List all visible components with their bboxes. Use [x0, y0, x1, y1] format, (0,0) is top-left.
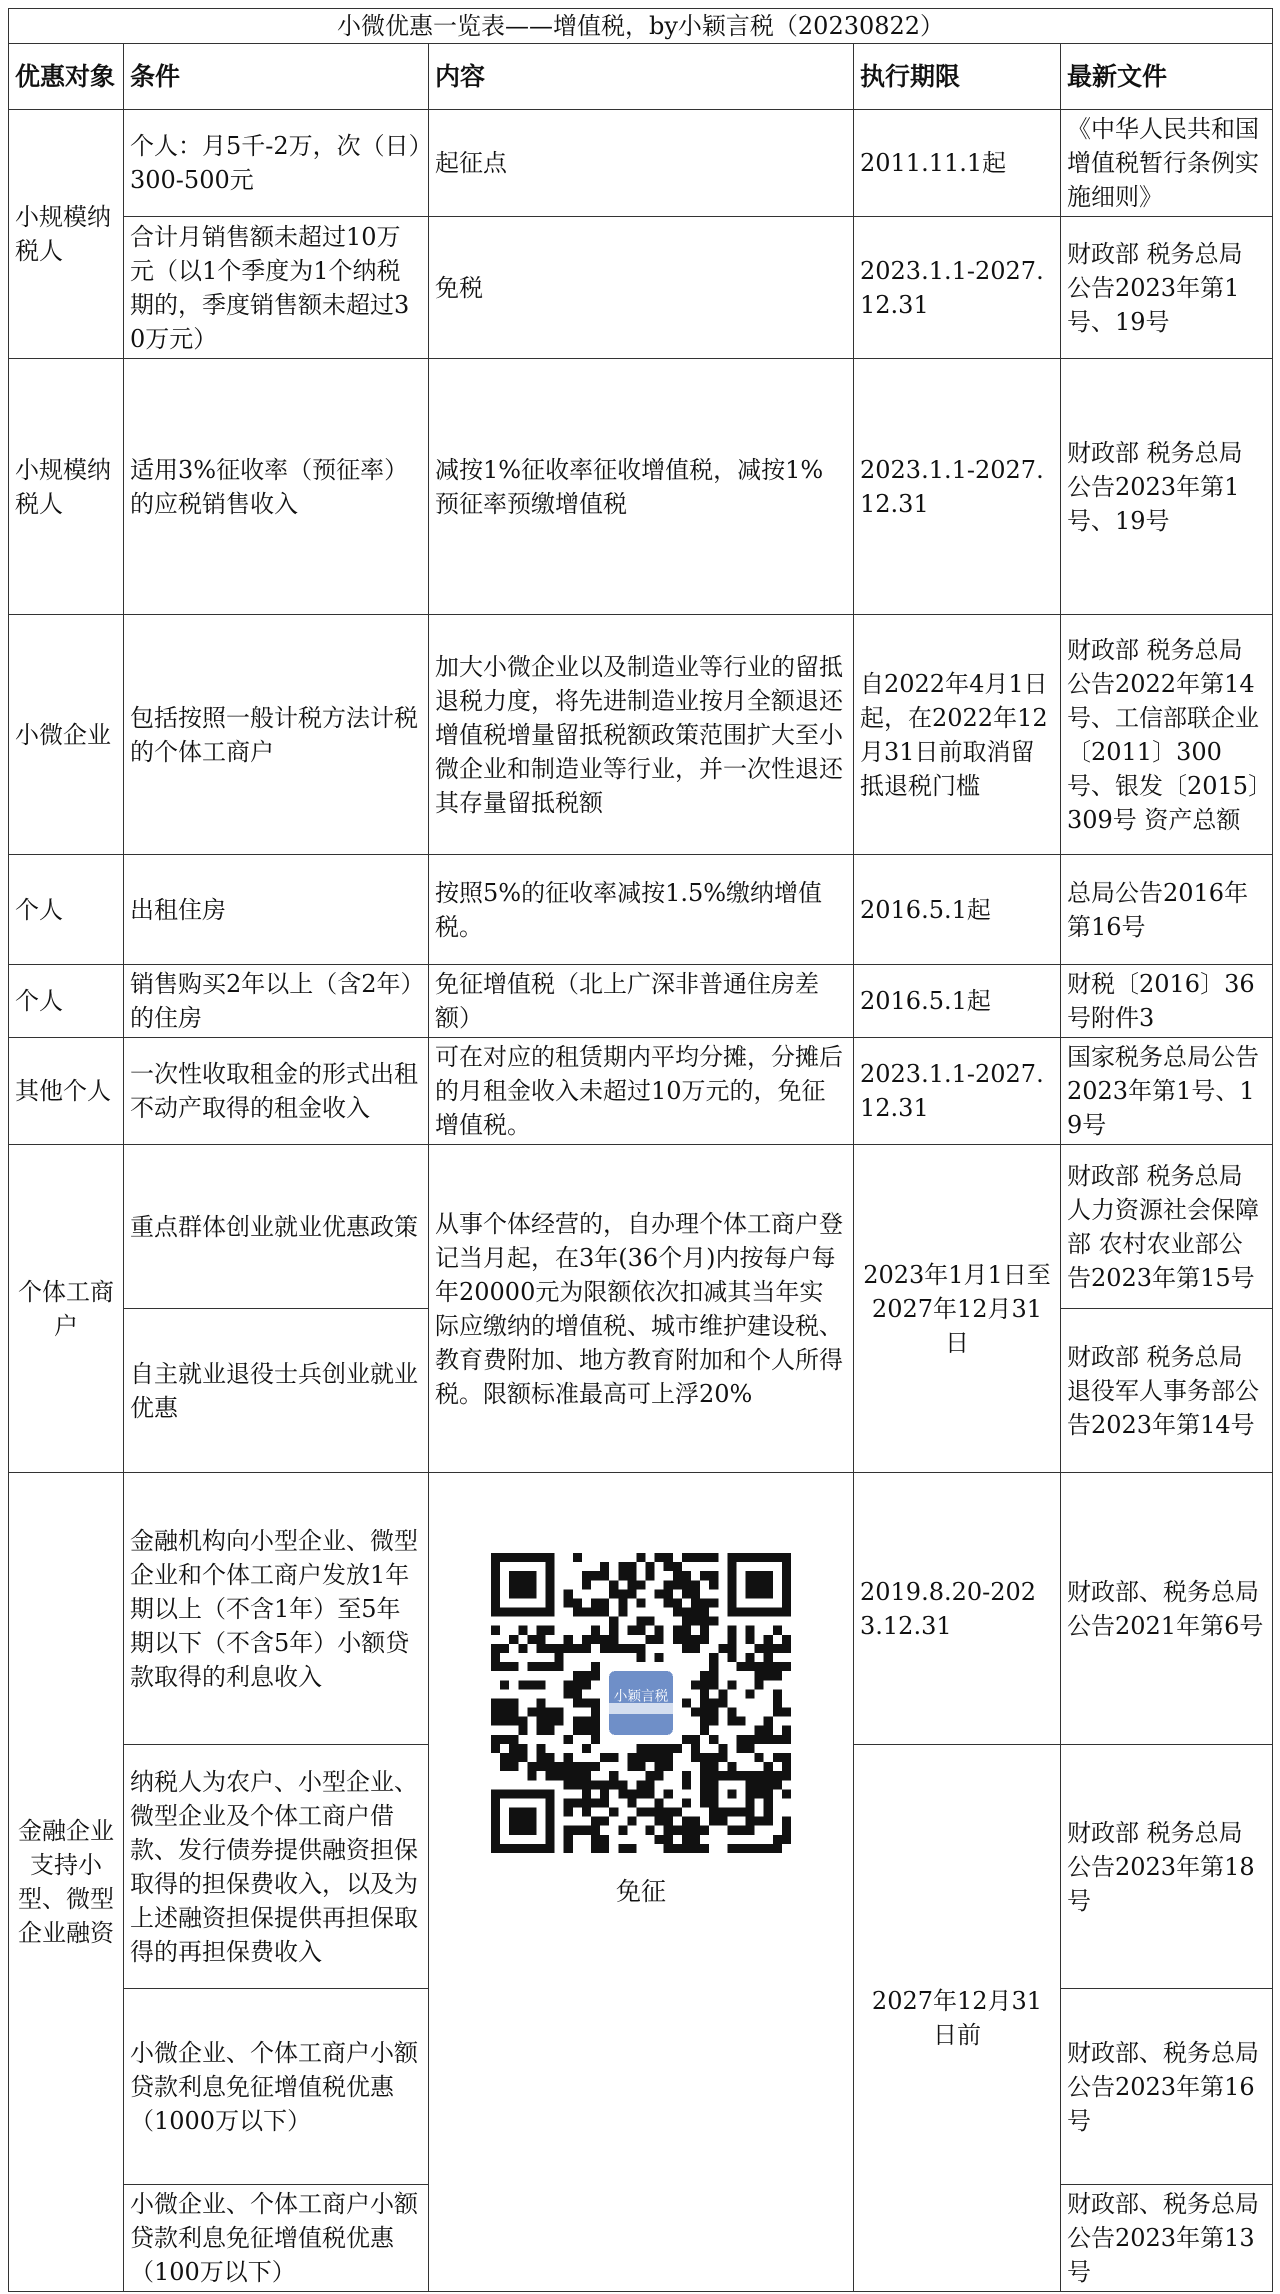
- cell-condition: 金融机构向小型企业、微型企业和个体工商户发放1年期以上（不含1年）至5年期以下（不含5年）小额贷款取得的利息收入: [124, 1473, 429, 1745]
- cell-condition: 小微企业、个体工商户小额贷款利息免征增值税优惠（100万以下）: [124, 2185, 429, 2292]
- table-row: [9, 110, 1273, 217]
- header-object: 优惠对象: [9, 44, 124, 110]
- header-condition: 条件: [124, 44, 429, 110]
- cell-content: 免征: [615, 1877, 666, 1906]
- cell-condition: 合计月销售额未超过10万元（以1个季度为1个纳税期的，季度销售额未超过30万元）: [124, 217, 429, 359]
- cell-content: 起征点: [429, 110, 854, 217]
- header-content: 内容: [429, 44, 854, 110]
- cell-document: 财政部 税务总局 退役军人事务部公告2023年第14号: [1061, 1309, 1273, 1473]
- cell-condition: 自主就业退役士兵创业就业优惠: [124, 1309, 429, 1473]
- cell-document: 总局公告2016年第16号: [1061, 855, 1273, 965]
- cell-period: 2011.11.1起: [854, 110, 1061, 217]
- cell-document: 财政部、税务总局公告2023年第16号: [1061, 1989, 1273, 2185]
- qr-logo-text: 小颖言税: [613, 1688, 669, 1705]
- table-row: [9, 359, 1273, 615]
- cell-period: 2016.5.1起: [854, 965, 1061, 1038]
- header-row: [9, 44, 1273, 110]
- cell-document: 财税〔2016〕36号附件3: [1061, 965, 1273, 1038]
- table-title: 小微优惠一览表——增值税，by小颖言税（20230822）: [9, 9, 1273, 44]
- cell-document: 财政部 税务总局公告2023年第18号: [1061, 1745, 1273, 1989]
- table-row: [9, 1473, 1273, 1745]
- cell-content: 减按1%征收率征收增值税，减按1%预征率预缴增值税: [429, 359, 854, 615]
- cell-content: 免税: [429, 217, 854, 359]
- cell-document: 财政部 税务总局公告2023年第1号、19号: [1061, 217, 1273, 359]
- cell-content-qr: [429, 1473, 854, 2292]
- cell-document: 财政部 税务总局公告2023年第1号、19号: [1061, 359, 1273, 615]
- document: [8, 8, 1272, 2292]
- cell-content: 可在对应的租赁期内平均分摊，分摊后的月租金收入未超过10万元的，免征增值税。: [429, 1038, 854, 1145]
- cell-period: 2019.8.20-2023.12.31: [854, 1473, 1061, 1745]
- cell-period: 2016.5.1起: [854, 855, 1061, 965]
- cell-content: 从事个体经营的，自办理个体工商户登记当月起，在3年(36个月)内按每户每年20000元为限额依次扣减其当年实际应缴纳的增值税、城市维护建设税、教育费附加、地方教育附加和个人所得税。限额标准最高可上浮20%: [429, 1145, 854, 1473]
- cell-condition: 个人：月5千-2万，次（日）300-500元: [124, 110, 429, 217]
- cell-condition: 出租住房: [124, 855, 429, 965]
- cell-content: 免征增值税（北上广深非普通住房差额）: [429, 965, 854, 1038]
- cell-object: 小微企业: [9, 615, 124, 855]
- header-document: 最新文件: [1061, 44, 1273, 110]
- table-row: [9, 217, 1273, 359]
- cell-document: 国家税务总局公告2023年第1号、19号: [1061, 1038, 1273, 1145]
- cell-object: 个人: [9, 855, 124, 965]
- table-row: [9, 1145, 1273, 1309]
- cell-condition: 小微企业、个体工商户小额贷款利息免征增值税优惠（1000万以下）: [124, 1989, 429, 2185]
- table-row: [9, 855, 1273, 965]
- cell-period: 2023.1.1-2027.12.31: [854, 1038, 1061, 1145]
- cell-condition: 一次性收取租金的形式出租不动产取得的租金收入: [124, 1038, 429, 1145]
- cell-condition: 销售购买2年以上（含2年）的住房: [124, 965, 429, 1038]
- cell-period: 自2022年4月1日起，在2022年12月31日前取消留抵退税门槛: [854, 615, 1061, 855]
- cell-condition: 纳税人为农户、小型企业、微型企业及个体工商户借款、发行债券提供融资担保取得的担保费收入，以及为上述融资担保提供再担保取得的再担保费收入: [124, 1745, 429, 1989]
- cell-document: 财政部、税务总局公告2023年第13号: [1061, 2185, 1273, 2292]
- qr-code-icon: [491, 1553, 791, 1853]
- cell-object: 金融企业支持小型、微型企业融资: [9, 1473, 124, 2292]
- cell-object: 个人: [9, 965, 124, 1038]
- cell-object: 小规模纳税人: [9, 110, 124, 359]
- cell-object: 小规模纳税人: [9, 359, 124, 615]
- table-row: [9, 1038, 1273, 1145]
- cell-period: 2023.1.1-2027.12.31: [854, 359, 1061, 615]
- cell-period: 2027年12月31日前: [854, 1745, 1061, 2292]
- cell-document: 《中华人民共和国增值税暂行条例实施细则》: [1061, 110, 1273, 217]
- cell-document: 财政部 税务总局公告2022年第14号、工信部联企业〔2011〕300号、银发〔2015〕309号 资产总额: [1061, 615, 1273, 855]
- cell-period: 2023.1.1-2027.12.31: [854, 217, 1061, 359]
- cell-document: 财政部 税务总局 人力资源社会保障部 农村农业部公告2023年第15号: [1061, 1145, 1273, 1309]
- cell-document: 财政部、税务总局公告2021年第6号: [1061, 1473, 1273, 1745]
- cell-condition: 包括按照一般计税方法计税的个体工商户: [124, 615, 429, 855]
- cell-period: 2023年1月1日至2027年12月31日: [854, 1145, 1061, 1473]
- cell-condition: 适用3%征收率（预征率）的应税销售收入: [124, 359, 429, 615]
- tax-benefit-table: [8, 8, 1273, 2292]
- table-row: [9, 965, 1273, 1038]
- cell-content: 按照5%的征收率减按1.5%缴纳增值税。: [429, 855, 854, 965]
- header-period: 执行期限: [854, 44, 1061, 110]
- cell-object: 其他个人: [9, 1038, 124, 1145]
- cell-object: 个体工商户: [9, 1145, 124, 1473]
- cell-content: 加大小微企业以及制造业等行业的留抵退税力度，将先进制造业按月全额退还增值税增量留抵税额政策范围扩大至小微企业和制造业等行业，并一次性退还其存量留抵税额: [429, 615, 854, 855]
- table-row: [9, 615, 1273, 855]
- cell-condition: 重点群体创业就业优惠政策: [124, 1145, 429, 1309]
